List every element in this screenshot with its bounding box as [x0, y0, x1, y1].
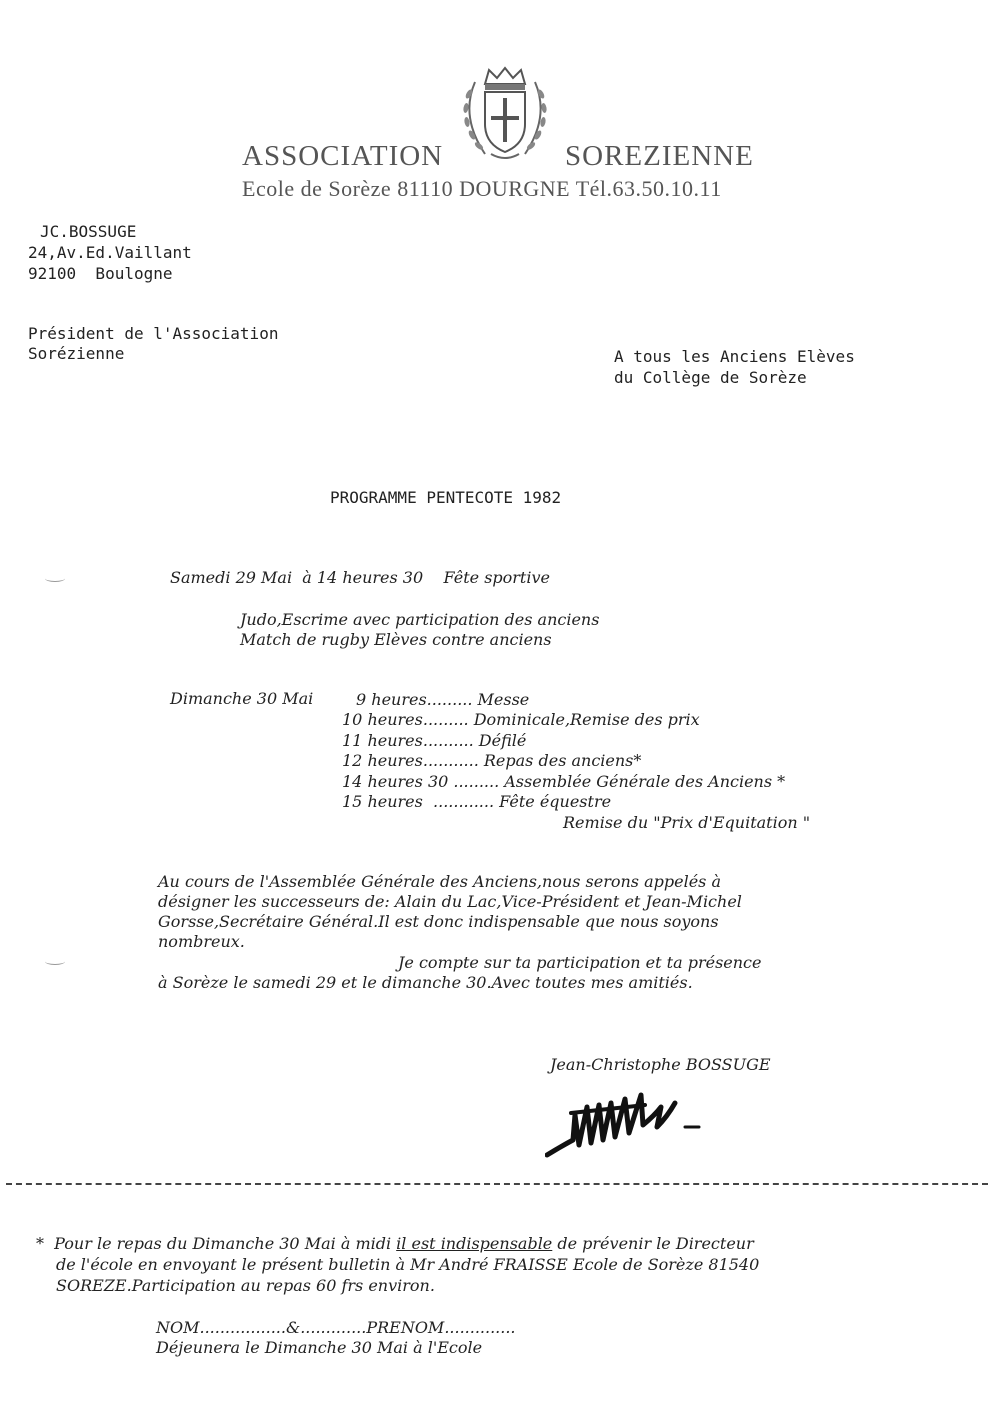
signature-icon [545, 1085, 725, 1165]
saturday-line1: Judo,Escrime avec participation des anciens [240, 610, 600, 629]
form-attendance-line: Déjeunera le Dimanche 30 Mai à l'Ecole [156, 1338, 483, 1357]
form-name-field: NOM.................&.............PRENOM.............. [156, 1318, 516, 1337]
footnote-line1-a: * Pour le repas du Dimanche 30 Mai à midi [36, 1234, 397, 1253]
sender-street: 24,Av.Ed.Vaillant [28, 243, 192, 262]
sender-role-line1: Président de l'Association [28, 324, 279, 343]
sunday-label: Dimanche 30 Mai [170, 689, 314, 708]
crest-icon [455, 62, 555, 167]
program-title: PROGRAMME PENTECOTE 1982 [330, 488, 562, 507]
sunday-entry: 15 heures ............ Fête équestre [342, 792, 612, 811]
sender-city: 92100 Boulogne [28, 264, 173, 283]
letterhead-title-right: SOREZIENNE [565, 140, 754, 172]
footnote-line3: SOREZE.Participation au repas 60 frs environ. [56, 1276, 435, 1295]
saturday-line2: Match de rugby Elèves contre anciens [240, 630, 552, 649]
sunday-entry: 10 heures......... Dominicale,Remise des prix [342, 710, 700, 729]
sender-name: JC.BOSSUGE [40, 222, 137, 241]
body-line: Au cours de l'Assemblée Générale des Anciens,nous serons appelés à [158, 872, 722, 891]
recipient-line1: A tous les Anciens Elèves [614, 347, 855, 366]
body-line: désigner les successeurs de: Alain du Lac,Vice-Président et Jean-Michel [158, 892, 742, 911]
saturday-heading: Samedi 29 Mai à 14 heures 30 Fête sportive [170, 568, 550, 587]
letterhead-title-left: ASSOCIATION [242, 140, 444, 172]
footnote-line1-c: de prévenir le Directeur [552, 1234, 754, 1253]
body-line: à Sorèze le samedi 29 et le dimanche 30.Avec toutes mes amitiés. [158, 973, 693, 992]
sunday-entry: Remise du "Prix d'Equitation " [563, 813, 811, 832]
body-line: Gorsse,Secrétaire Général.Il est donc indispensable que nous soyons [158, 912, 719, 931]
margin-mark [45, 575, 65, 582]
footnote-emphasis: il est indispensable [396, 1234, 553, 1253]
footnote-line1 [36, 1234, 754, 1253]
signature-name: Jean-Christophe BOSSUGE [550, 1055, 771, 1074]
sunday-entry: 11 heures.......... Défilé [342, 731, 527, 750]
recipient-line2: du Collège de Sorèze [614, 368, 807, 387]
association-emblem [455, 62, 555, 167]
margin-mark [45, 958, 65, 965]
sunday-entry: 9 heures......... Messe [356, 690, 530, 709]
body-line: Je compte sur ta participation et ta présence [398, 953, 762, 972]
body-line: nombreux. [158, 932, 245, 951]
sender-role-line2: Sorézienne [28, 344, 125, 363]
sunday-entry: 14 heures 30 ......... Assemblée Générale des Anciens * [342, 772, 786, 791]
sunday-entry: 12 heures........... Repas des anciens* [342, 751, 642, 770]
footnote-line2: de l'école en envoyant le présent bulletin à Mr André FRAISSE Ecole de Sorèze 81540 [56, 1255, 760, 1274]
letterhead-address: Ecole de Sorèze 81110 DOURGNE Tél.63.50.10.11 [242, 176, 722, 201]
handwritten-signature [545, 1085, 725, 1165]
cut-line-divider [6, 1183, 988, 1185]
